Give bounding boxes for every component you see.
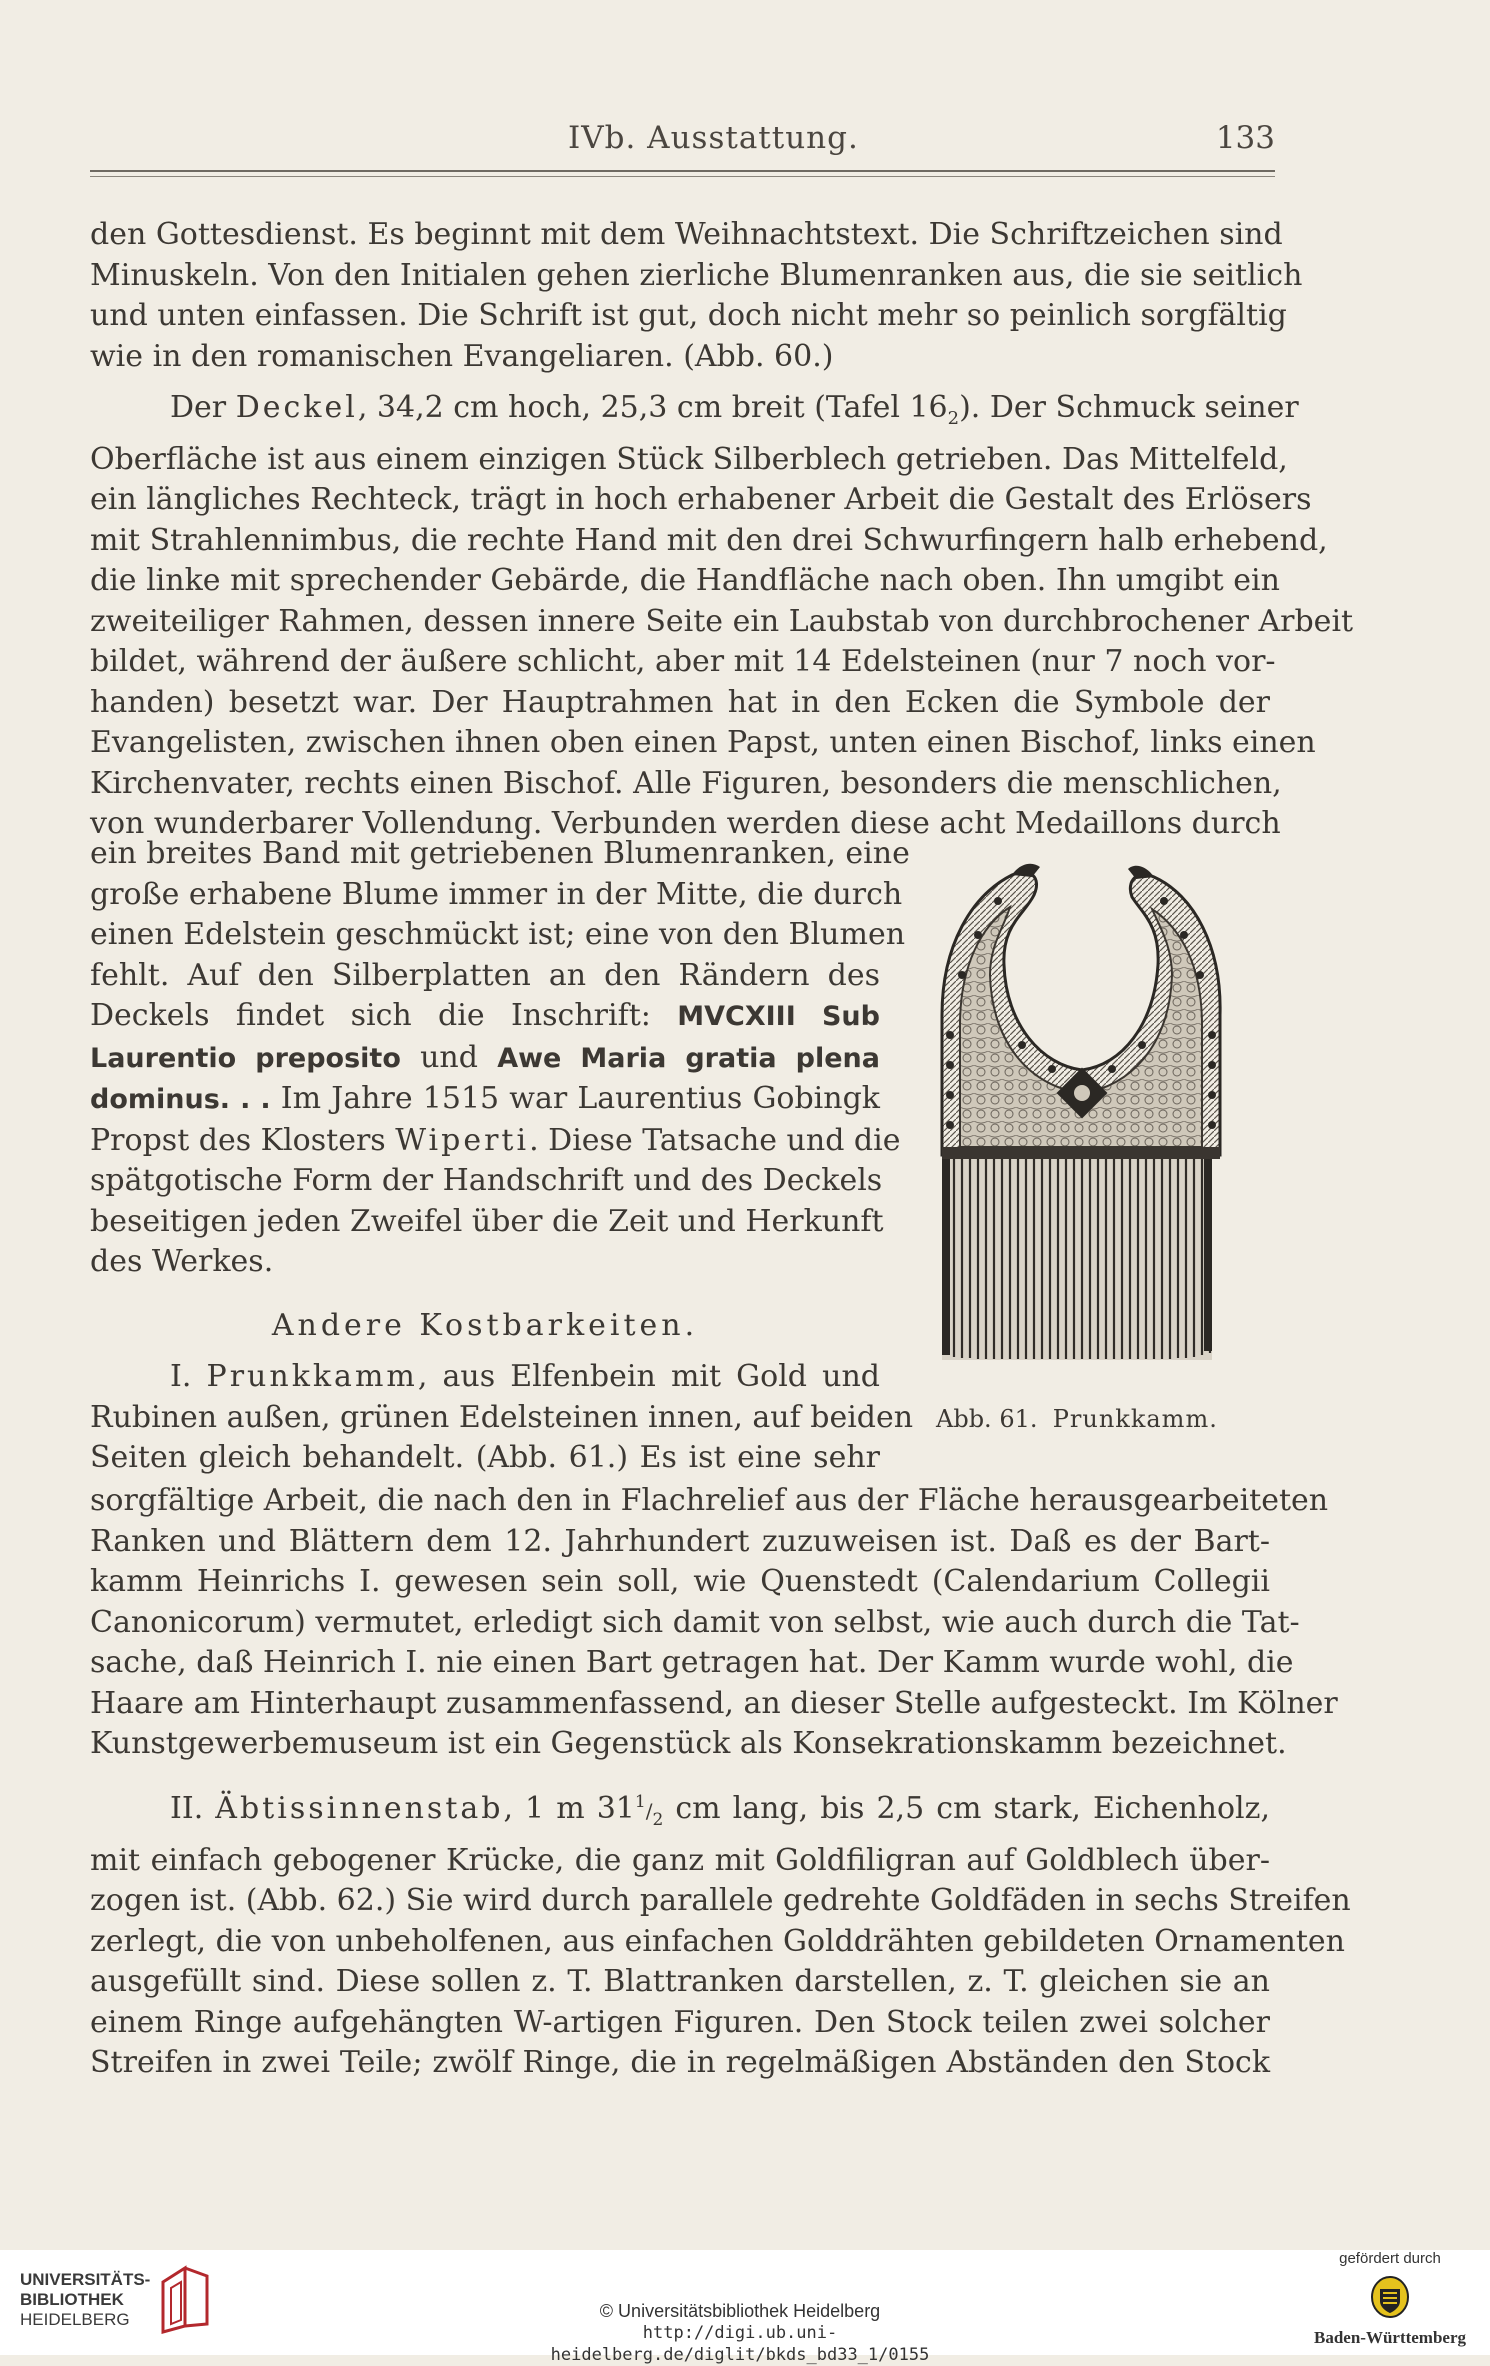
funding-note	[1300, 2250, 1480, 2348]
fraction-numerator: 1	[634, 1792, 646, 1812]
text-span: , aus Elfenbein mit Gold und	[417, 1359, 880, 1394]
text-line: beseitigen jeden Zweifel über die Zeit und Herkunft	[90, 1203, 884, 1239]
header-rule-thin	[90, 176, 1275, 177]
paragraph-3-narrow	[90, 1357, 914, 1479]
caption-number: Abb. 61.	[936, 1405, 1038, 1433]
library-emblem-icon	[155, 2262, 211, 2334]
text-line: des Werkes.	[90, 1244, 274, 1279]
caption-title: Prunkkamm.	[1052, 1405, 1218, 1433]
state-name: Baden-Württemberg	[1313, 2328, 1467, 2347]
comb-base-band	[942, 1147, 1220, 1159]
text-line: Oberfläche ist aus einem einzigen Stück Silberblech getrieben. Das Mittelfeld,	[90, 441, 1288, 477]
text-line: ein breites Band mit getriebenen Blumenranken, eine	[90, 836, 910, 871]
text-line	[90, 1038, 880, 1080]
text-line: ausgefüllt sind. Diese sollen z. T. Blattranken darstellen, z. T. gleichen sie an	[90, 1964, 1270, 1999]
inscription: MVCXIII Sub	[677, 1001, 880, 1032]
text-span: Deckels findet sich die Inschrift:	[90, 998, 651, 1033]
comb-teeth	[942, 1155, 1212, 1360]
page-number: 133	[1215, 120, 1275, 156]
text-span: Propst des Klosters	[90, 1122, 396, 1158]
funded-by-text: gefördert durch	[1339, 2250, 1441, 2267]
permalink[interactable]: http://digi.ub.uni-heidelberg.de/diglit/bkds_bd33_1/0155	[550, 2323, 930, 2365]
text-line: Haare am Hinterhaupt zusammenfassend, an dieser Stelle aufgesteckt. Im Kölner	[90, 1685, 1338, 1721]
text-line: zweiteiliger Rahmen, dessen innere Seite ein Laubstab von durchbrochener Arbeit	[90, 603, 1354, 639]
copyright-text: © Universitätsbibliothek Heidelberg	[599, 2301, 881, 2321]
text-line: einen Edelstein geschmückt ist; eine von den Blumen	[90, 917, 906, 952]
comb-medallion-stone	[1074, 1085, 1090, 1101]
paragraph-4	[90, 1782, 1351, 2084]
text-line: Streifen in zwei Teile; zwölf Ringe, die in regelmäßigen Abständen den Stock	[90, 2045, 1270, 2080]
section-heading-text: Andere Kostbarkeiten.	[271, 1308, 699, 1343]
text-line: mit einfach gebogener Krücke, die ganz mit Goldfiligran auf Goldblech über-	[90, 1842, 1270, 1878]
text-line	[90, 1357, 880, 1398]
text-span: ). Der Schmuck seiner	[959, 390, 1299, 425]
section-heading	[90, 1306, 880, 1347]
text-line: zogen ist. (Abb. 62.) Sie wird durch parallele gedrehte Goldfäden in sechs Streifen	[90, 1883, 1351, 1918]
spaced-term: Wiperti	[395, 1122, 530, 1158]
running-header	[90, 120, 1275, 160]
text-line: spätgotische Form der Handschrift und des Deckels	[90, 1163, 883, 1198]
text-line	[90, 1121, 901, 1162]
comb-drawing	[932, 855, 1242, 1365]
paragraph-1	[90, 215, 1303, 377]
text-line: kamm Heinrichs I. gewesen sein soll, wie Quenstedt (Calendarium Collegii	[90, 1564, 1270, 1599]
fraction-denominator: 2	[652, 1810, 664, 1830]
subscript: 2	[947, 408, 960, 429]
text-line: Canonicorum) vermutet, erledigt sich damit von selbst, wie auch durch die Tat-	[90, 1604, 1300, 1640]
text-line: Kunstgewerbemuseum ist ein Gegenstück als Konsekrationskamm bezeichnet.	[90, 1726, 1287, 1761]
text-line	[90, 388, 1299, 440]
paragraph-2	[90, 388, 1354, 845]
text-line: Kirchenvater, rechts einen Bischof. Alle Figuren, besonders die menschlichen,	[90, 765, 1282, 801]
spaced-term: Äbtissinnenstab	[215, 1791, 504, 1826]
text-line: und unten einfassen. Die Schrift ist gut, doch nicht mehr so peinlich sorgfältig	[90, 298, 1287, 333]
figure-caption	[936, 1405, 1218, 1433]
text-span: Im Jahre 1515 war Laurentius Gobingk	[270, 1081, 880, 1116]
text-span: , 1 m 31	[503, 1791, 635, 1826]
text-line: sache, daß Heinrich I. nie einen Bart getragen hat. Der Kamm wurde wohl, die	[90, 1645, 1294, 1680]
text-line: die linke mit sprechender Gebärde, die Handfläche nach oben. Ihn umgibt ein	[90, 563, 1280, 598]
text-line: Ranken und Blättern dem 12. Jahrhundert zuzuweisen ist. Daß es der Bart-	[90, 1523, 1270, 1559]
text-line: ein längliches Rechteck, trägt in hoch erhabener Arbeit die Gestalt des Erlösers	[90, 482, 1312, 517]
spaced-term: Prunkkamm	[206, 1359, 418, 1394]
footer-credits	[460, 2300, 1020, 2366]
logo-line: BIBLIOTHEK	[20, 2290, 124, 2309]
paragraph-3	[90, 1481, 1338, 1765]
inscription: Laurentio preposito	[90, 1042, 401, 1074]
text-span: cm lang, bis 2,5 cm stark, Eichenholz,	[663, 1791, 1270, 1826]
text-line: zerlegt, die von unbeholfenen, aus einfachen Golddrähten gebildeten Ornamenten	[90, 1923, 1345, 1959]
library-logo	[20, 2270, 210, 2340]
state-coat-of-arms-icon	[1370, 2275, 1410, 2319]
inscription: Awe Maria gratia plena	[497, 1042, 881, 1074]
comb-bird-head-right	[1128, 866, 1154, 879]
text-line	[90, 1782, 1270, 1841]
text-line: Rubinen außen, grünen Edelsteinen innen, auf beiden	[90, 1399, 914, 1435]
text-line: sorgfältige Arbeit, die nach den in Flachrelief aus der Fläche herausgearbeiteten	[90, 1483, 1329, 1518]
header-rule	[90, 170, 1275, 172]
text-span: I.	[170, 1359, 207, 1394]
text-span: . Diese Tatsache und die	[529, 1122, 901, 1158]
text-line: von wunderbarer Vollendung. Verbunden werden diese acht Medaillons durch	[90, 806, 1281, 841]
text-span: II.	[170, 1791, 216, 1826]
text-span: und	[420, 1039, 478, 1075]
text-line: den Gottesdienst. Es beginnt mit dem Weihnachtstext. Die Schriftzeichen sind	[90, 217, 1283, 252]
text-span: , 34,2 cm hoch, 25,3 cm breit (Tafel 16	[357, 390, 948, 425]
fraction-slash: /	[645, 1799, 653, 1823]
text-line: Evangelisten, zwischen ihnen oben einen Papst, unten einen Bischof, links einen	[90, 725, 1316, 760]
text-line: handen) besetzt war. Der Hauptrahmen hat in den Ecken die Symbole der	[90, 684, 1270, 720]
text-line: mit Strahlennimbus, die rechte Hand mit den drei Schwurfingern halb erhebend,	[90, 522, 1328, 558]
text-line: große erhabene Blume immer in der Mitte, die durch	[90, 876, 903, 912]
text-line: bildet, während der äußere schlicht, aber mit 14 Edelsteinen (nur 7 noch vor-	[90, 644, 1276, 679]
spaced-term: Deckel	[235, 390, 358, 425]
comb-illustration	[932, 855, 1242, 1365]
text-span: Der	[170, 390, 236, 425]
logo-line: UNIVERSITÄTS-	[20, 2270, 151, 2289]
text-line	[90, 996, 880, 1038]
logo-line: HEIDELBERG	[20, 2310, 130, 2329]
comb-bird-head-left	[1012, 864, 1040, 877]
inscription: dominus. . .	[90, 1084, 271, 1115]
text-line: einem Ringe aufgehängten W-artigen Figuren. Den Stock teilen zwei solcher	[90, 2004, 1270, 2040]
text-line: Minuskeln. Von den Initialen gehen zierliche Blumenranken aus, die sie seitlich	[90, 257, 1303, 293]
paragraph-2-narrow	[90, 834, 910, 1283]
text-line	[90, 1079, 880, 1121]
text-line: wie in den romanischen Evangeliaren. (Abb. 60.)	[90, 338, 834, 374]
text-line: fehlt. Auf den Silberplatten an den Rändern des	[90, 957, 880, 993]
text-line: Seiten gleich behandelt. (Abb. 61.) Es ist eine sehr	[90, 1440, 880, 1475]
running-title: IVb. Ausstattung.	[568, 120, 859, 156]
